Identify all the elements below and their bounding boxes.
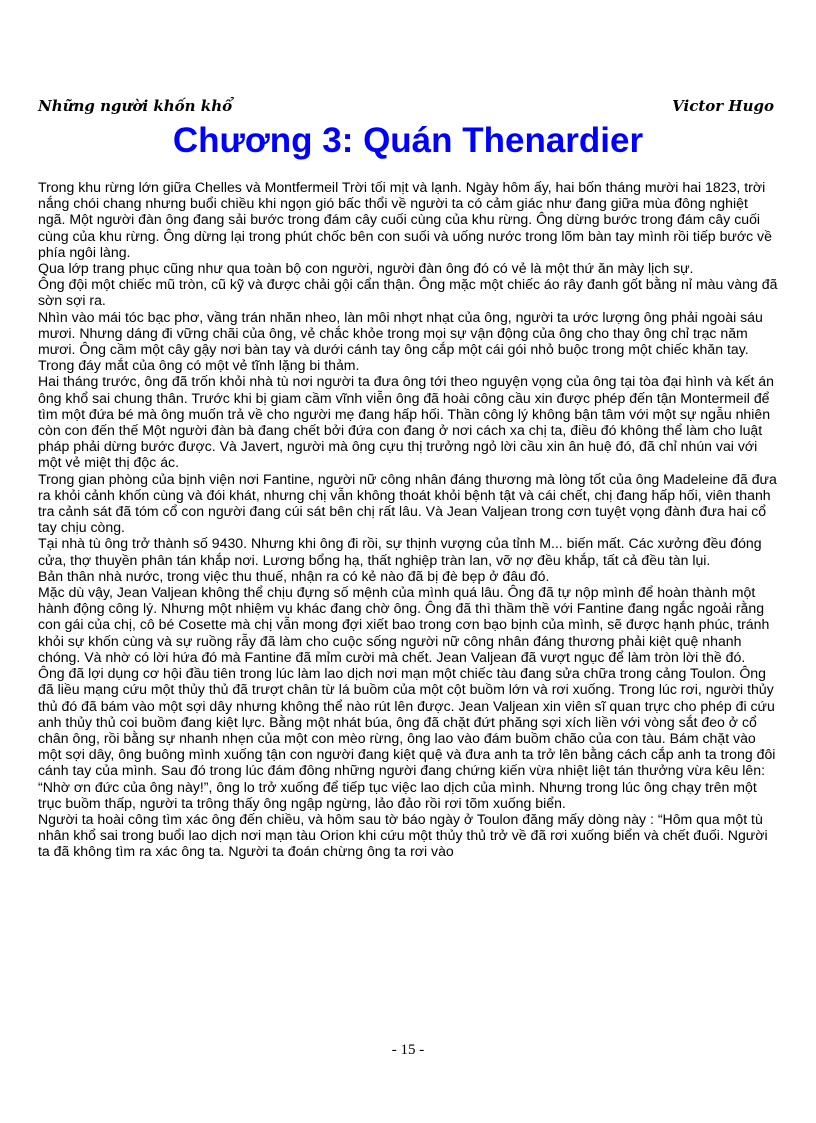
- paragraph: Ông đã lợi dụng cơ hội đầu tiên trong lúc làm lao dịch nơi mạn một chiếc tàu đang sửa chữa trong cảng Toulon. Ông đã liều mạng cứu một thủy thủ đã trượt chân từ lá buồm của một cột buồm lớn và rơi xuống. Trong lúc rơi, người thủy thủ đó đã bám vào một sợi dây nhưng không thể nào rút lên được. Jean Valjean xin viên sĩ quan trực cho phép đi cứu anh thủy thủ coi buồm đang kiệt lực. Bằng một nhát búa, ông đã chặt đứt phăng sợi xích liền với vòng sắt đeo ở cổ chân ông, rồi bằng sự nhanh nhẹn của một con mèo rừng, ông lao vào đám buồm chão của con tàu. Bám chặt vào một sợi dây, ông buông mình xuống tận con người đang kiệt quệ và đưa anh ta trở lên bằng cách cắp anh ta trong đôi cánh tay của mình. Sau đó trong lúc đám đông những người đang chứng kiến vừa nhiệt liệt tán thưởng vừa kêu lên: “Nhờ ơn đức của ông này!”, ông lo trở xuống để tiếp tục việc lao dịch của mình. Nhưng trong lúc ông chạy trên một trục buồm thấp, người ta trông thấy ông ngập ngừng, lảo đảo rồi rơi tõm xuống biển.: [38, 665, 776, 811]
- paragraph: Nhìn vào mái tóc bạc phơ, vầng trán nhăn nheo, làn môi nhợt nhạt của ông, người ta ước lượng ông phải ngoài sáu mươi. Nhưng dáng đi vững chãi của ông, vẻ chắc khỏe trong mọi sự vận động của ông cho thay ông chỉ trạc năm mươi. Ông cầm một cây gậy nơi bàn tay và dưới cánh tay ông cắp một cái gói nhỏ buộc trong một chiếc khăn tay. Trong đáy mắt của ông có một vẻ tĩnh lặng bi thảm.: [38, 308, 763, 374]
- paragraph: Hai tháng trước, ông đã trốn khỏi nhà tù nơi người ta đưa ông tới theo nguyện vọng của ông tại tòa đại hình và kết án ông khổ sai chung thân. Trước khi bị giam cầm vĩnh viễn ông đã hoài công cầu xin được phép đến tận Montermeil để tìm một đứa bé mà ông muốn trả về cho người mẹ đang hấp hối. Thần công lý không bận tâm với một sự ngẫu nhiên còn con đến thế Một người đàn bà đang chết bởi đứa con đang ở nơi cách xa chị ta, điều đó không thể làm cho luật pháp phải dừng bước được. Và Javert, người mà ông cựu thị trưởng ngỏ lời cầu xin ân huệ đó, đã chỉ nhún vai với một vẻ miệt thị độc ác.: [38, 373, 774, 471]
- paragraph: Tại nhà tù ông trở thành số 9430. Nhưng khi ông đi rồi, sự thịnh vượng của tỉnh M... biến mất. Các xưởng đều đóng cửa, thợ thuyền phân tán khắp nơi. Lương bổng hạ, thất nghiệp tràn lan, vỡ nợ đều khắp, tất cả đều tàn lụi.: [38, 535, 762, 568]
- paragraph: Qua lớp trang phục cũng như qua toàn bộ con người, người đàn ông đó có vẻ là một thứ ăn mày lịch sự.: [38, 260, 694, 277]
- paragraph: Trong khu rừng lớn giữa Chelles và Montfermeil Trời tối mịt và lạnh. Ngày hôm ấy, hai bốn tháng mười hai 1823, trời nắng chói chang nhưng buổi chiều khi ngọn gió bấc thổi về người ta có cảm giác như đang giữa mùa đông nghiệt ngã. Một người đàn ông đang sải bước trong đám cây cuối cùng của khu rừng. Ông dừng bước trong đám cây cuối cùng của khu rừng. Ông dừng lại trong phút chốc bên con suối và uống nước trong lõm bàn tay mình rồi tiếp bước về phía ngôi làng.: [38, 179, 772, 260]
- chapter-body: [38, 179, 778, 860]
- author-name: Victor Hugo: [672, 97, 774, 115]
- paragraph: Bản thân nhà nước, trong việc thu thuế, nhận ra có kẻ nào đã bị đè bẹp ở đâu đó.: [38, 567, 550, 584]
- chapter-title: Chương 3: Quán Thenardier: [172, 121, 644, 160]
- paragraph: Mặc dù vậy, Jean Valjean không thể chịu đựng số mệnh của mình quá lâu. Ông đã tự nộp mình để hoàn thành một hành động công lý. Nhưng một nhiệm vụ khác đang chờ ông. Ông đã thì thầm thề với Fantine đang ngắc ngoải rằng con gái của chị, cô bé Cosette mà chị vẫn mong đợi xiết bao trong cơn bạo bịnh của mình, sẽ được hạnh phúc, tránh khỏi sự khốn cùng và sự ruồng rẫy đã làm cho cuộc sống người nữ công nhân đáng thương phải kiệt quệ nhanh chóng. Và nhờ có lời hứa đó mà Fantine đã mỉm cười mà chết. Jean Valjean đã vượt ngục để làm tròn lời thề đó.: [38, 584, 770, 665]
- paragraph: Trong gian phòng của bịnh viện nơi Fantine, người nữ công nhân đáng thương mà lòng tốt của ông Madeleine đã đưa ra khỏi cảnh khốn cùng và đói khát, nhưng chị vẫn không thoát khỏi bệnh tật và cái chết, chị đang hấp hối, viên thanh tra cảnh sát đã tóm cổ con người đang cúi sát bên chị rất lâu. Và Jean Valjean trong cơn tuyệt vọng đành đưa hai cổ tay chịu còng.: [38, 470, 777, 536]
- running-header: [38, 97, 774, 119]
- book-title: Những người khốn khổ: [38, 97, 233, 115]
- paragraph: Ông đội một chiếc mũ tròn, cũ kỹ và được chải gội cẩn thận. Ông mặc một chiếc áo rây đanh gốt bằng nỉ màu vàng đã sờn sợi ra.: [38, 276, 778, 309]
- page-number: - 15 -: [391, 1042, 425, 1058]
- paragraph: Người ta hoài công tìm xác ông đến chiều, và hôm sau tờ báo ngày ở Toulon đăng mấy dòng này : “Hôm qua một tù nhân khổ sai trong buổi lao dịch nơi mạn tàu Orion khi cứu một thủy thủ trở về đã rơi xuống biển và chết đuối. Người ta đã không tìm ra xác ông ta. Người ta đoán chừng ông ta rơi vào: [38, 810, 768, 860]
